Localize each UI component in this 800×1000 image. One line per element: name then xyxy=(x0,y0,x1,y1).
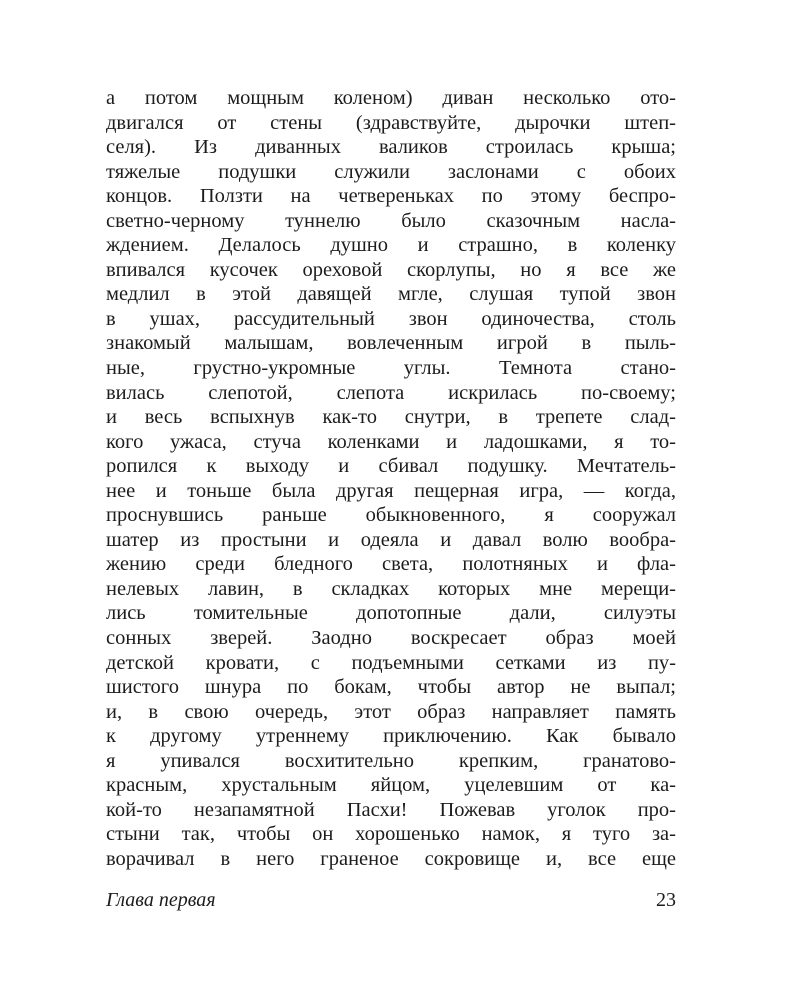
text-line: кого ужаса, стуча коленками и ладошками, я то- xyxy=(106,430,676,453)
text-line: детской кровати, с подъемными сетками из пу- xyxy=(106,651,676,674)
text-line: концов. Ползти на четвереньках по этому беспро- xyxy=(106,185,676,208)
text-line: ворачивал в него граненое сокровище и, все еще xyxy=(106,847,676,870)
text-line: ждением. Делалось душно и страшно, в коленку xyxy=(106,234,676,257)
text-line: стыни так, чтобы он хорошенько намок, я туго за- xyxy=(106,823,676,846)
page-number: 23 xyxy=(656,889,676,911)
text-line: и весь вспыхнув как-то снутри, в трепете слад- xyxy=(106,406,676,429)
text-line: тяжелые подушки служили заслонами с обоих xyxy=(106,160,676,183)
text-line: проснувшись раньше обыкновенного, я сооружал xyxy=(106,504,676,527)
text-line: в ушах, рассудительный звон одиночества, столь xyxy=(106,307,676,330)
text-line: впивался кусочек ореховой скорлупы, но я все же xyxy=(106,258,676,281)
text-line: двигался от стены (здравствуйте, дырочки штеп- xyxy=(106,111,676,134)
text-line: медлил в этой давящей мгле, слушая тупой звон xyxy=(106,283,676,306)
text-line: я упивался восхитительно крепким, гранатово- xyxy=(106,749,676,772)
text-line: светно-черному туннелю было сказочным насла- xyxy=(106,209,676,232)
text-line: селя). Из диванных валиков строилась крыша; xyxy=(106,136,676,159)
text-line: лись томительные допотопные дали, силуэты xyxy=(106,602,676,625)
text-line: ные, грустно-укромные углы. Темнота стано- xyxy=(106,357,676,380)
text-line: нелевых лавин, в складках которых мне мерещи- xyxy=(106,577,676,600)
text-line: знакомый малышам, вовлеченным игрой в пыль- xyxy=(106,332,676,355)
page-footer xyxy=(106,889,676,917)
text-line: жению среди бледного света, полотняных и фла- xyxy=(106,553,676,576)
running-head: Глава первая xyxy=(106,889,216,911)
text-line: нее и тоньше была другая пещерная игра, — когда, xyxy=(106,479,676,502)
text-line: сонных зверей. Заодно воскресает образ моей xyxy=(106,627,676,650)
text-line: вилась слепотой, слепота искрилась по-своему; xyxy=(106,381,676,404)
text-line: шатер из простыни и одеяла и давал волю вообра- xyxy=(106,528,676,551)
text-line: кой-то незапамятной Пасхи! Пожевав уголок про- xyxy=(106,798,676,821)
text-line: к другому утреннему приключению. Как бывало xyxy=(106,725,676,748)
text-line: красным, хрустальным яйцом, уцелевшим от ка- xyxy=(106,774,676,797)
text-line: ропился к выходу и сбивал подушку. Мечтатель- xyxy=(106,455,676,478)
text-line: а потом мощным коленом) диван несколько ото- xyxy=(106,87,676,109)
body-text xyxy=(106,86,676,872)
text-line: и, в свою очередь, этот образ направляет память xyxy=(106,700,676,723)
text-line: шистого шнура по бокам, чтобы автор не выпал; xyxy=(106,676,676,699)
